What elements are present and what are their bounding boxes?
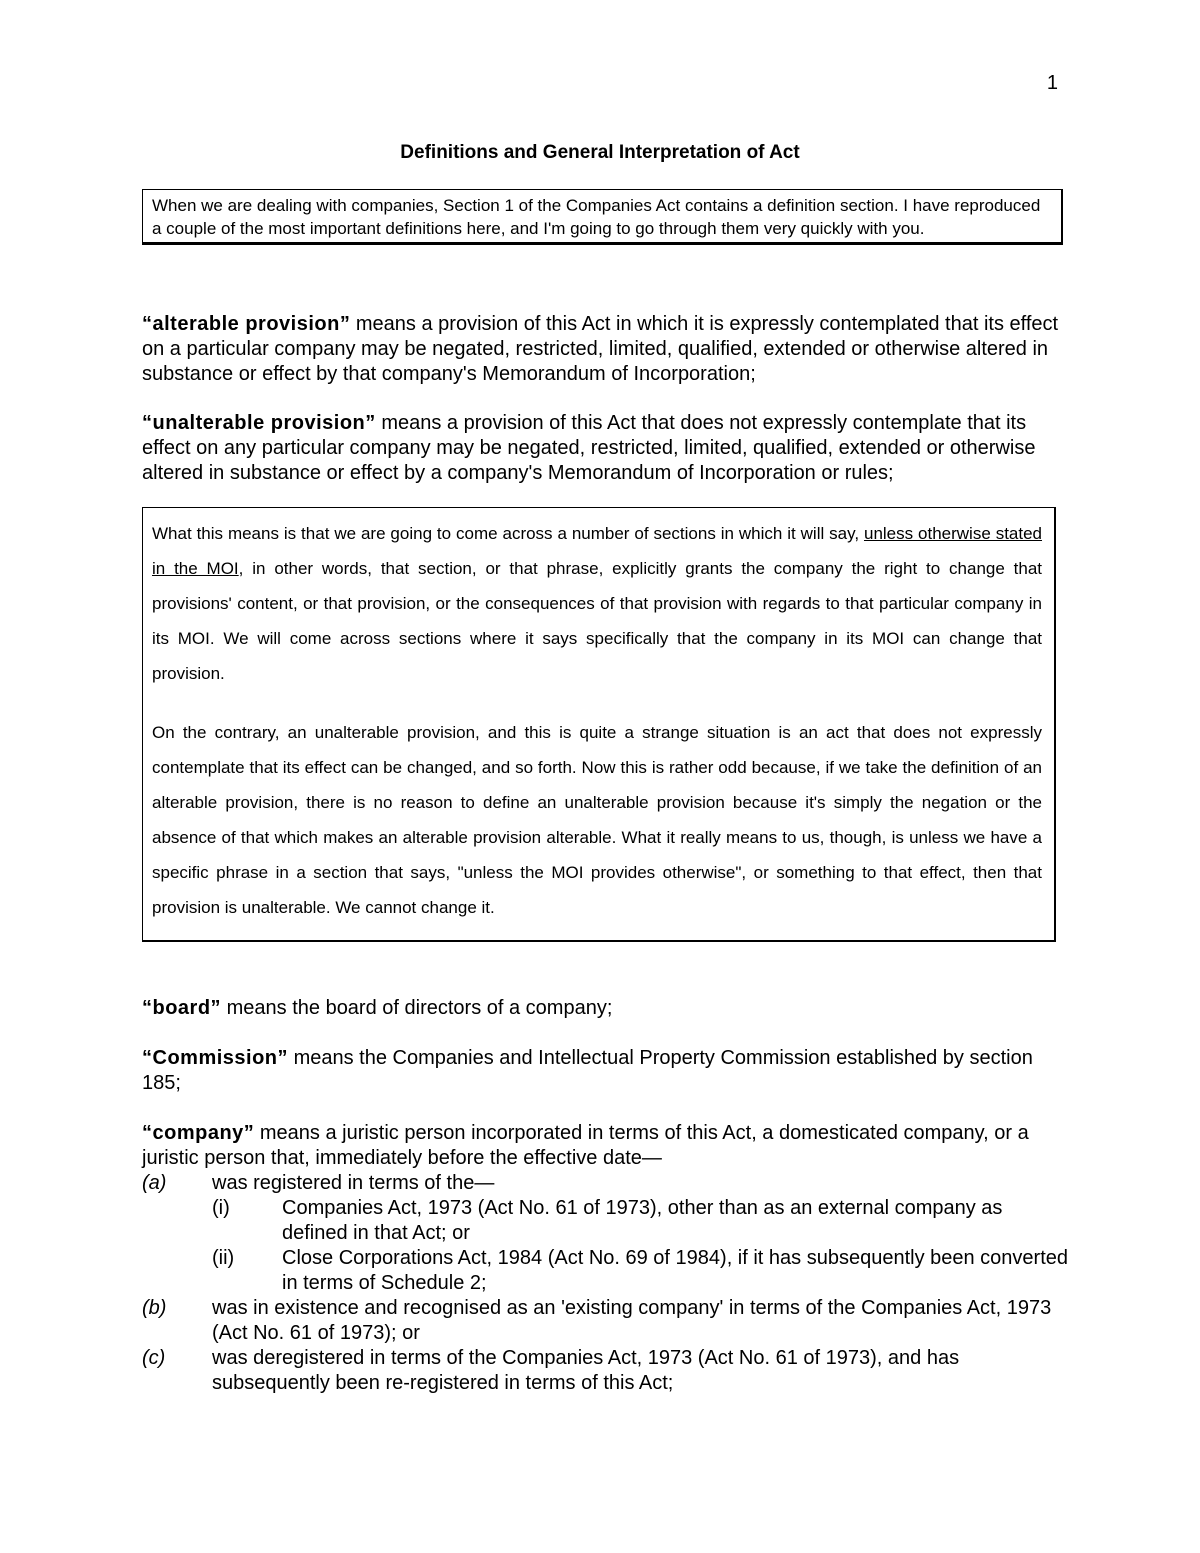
intro-text: When we are dealing with companies, Section 1 of the Companies Act contains a definition section. I have reproduced a couple of the most important definitions here, and I'm going to go through them very quickly with you.	[152, 196, 1041, 238]
definition-commission	[142, 1046, 1042, 1096]
page-number: 1	[1046, 72, 1058, 94]
definition-body: means the Companies and Intellectual Property Commission established by section 185;	[142, 1047, 1033, 1094]
intro-box	[142, 189, 1063, 245]
list-label: (i)	[212, 1197, 230, 1219]
explanation-text: , in other words, that section, or that phrase, explicitly grants the company the right to change that provisions' content, or that provision, or the consequences of that provision with regards to that particular company in its MOI. We will come across sections where it says specifically that the company in its MOI can change that provision.	[152, 559, 1043, 683]
list-item-c	[142, 1346, 1072, 1396]
list-text: Companies Act, 1973 (Act No. 61 of 1973), other than as an external company as defined in that Act; or	[282, 1197, 1003, 1244]
explanation-box	[142, 507, 1056, 942]
explanation-text: What this means is that we are going to come across a number of sections in which it will say,	[152, 524, 864, 543]
list-text: Close Corporations Act, 1984 (Act No. 69 of 1984), if it has subsequently been converted in terms of Schedule 2;	[282, 1247, 1069, 1294]
document-title: Definitions and General Interpretation of Act	[400, 142, 800, 163]
list-text: was in existence and recognised as an 'existing company' in terms of the Companies Act, 1973 (Act No. 61 of 1973); or	[212, 1297, 1052, 1344]
list-item-a	[142, 1171, 1072, 1196]
definition-term: “company”	[142, 1122, 255, 1144]
definition-alterable-provision	[142, 312, 1067, 387]
definition-body: means a provision of this Act in which it is expressly contemplated that its effect on a particular company may be negated, restricted, limited, qualified, extended or otherwise altered in substance or effect by that company's Memorandum of Incorporation;	[142, 313, 1059, 385]
list-item-b	[142, 1296, 1072, 1346]
definition-body: means a provision of this Act that does not expressly contemplate that its effect on any particular company may be negated, restricted, limited, qualified, extended or otherwise altered in substance or effect by a company's Memorandum of Incorporation or rules;	[142, 412, 1036, 484]
underlined-phrase: unless otherwise stated in the MOI	[152, 524, 1043, 578]
list-text: was deregistered in terms of the Companies Act, 1973 (Act No. 61 of 1973), and has subsequently been re-registered in terms of this Act;	[212, 1347, 960, 1394]
list-item-ii	[142, 1246, 1072, 1296]
definition-body: means the board of directors of a company;	[221, 997, 613, 1019]
definition-board	[142, 996, 1067, 1021]
list-item-i	[142, 1196, 1072, 1246]
explanation-paragraph-1	[152, 516, 1042, 691]
definition-body: means a juristic person incorporated in terms of this Act, a domesticated company, or a juristic person that, immediately before the effective date—	[142, 1122, 1029, 1169]
definition-unalterable-provision	[142, 411, 1067, 486]
list-label: (a)	[142, 1172, 167, 1194]
list-label: (c)	[142, 1347, 166, 1369]
explanation-paragraph-2: On the contrary, an unalterable provision, and this is quite a strange situation is an act that does not expressly contemplate that its effect can be changed, and so forth. Now this is rather odd because, if we take the definition of an alterable provision, there is no reason to define an unalterable provision because it's simply the negation or the absence of that which makes an alterable provision alterable. What it really means to us, though, is unless we have a specific phrase in a section that says, "unless the MOI provides otherwise", or something to that effect, then that provision is unalterable. We cannot change it.	[152, 723, 1042, 917]
definition-term: “alterable provision”	[142, 313, 351, 335]
list-label: (b)	[142, 1297, 167, 1319]
list-text: was registered in terms of the—	[212, 1172, 495, 1194]
definition-term: “unalterable provision”	[142, 412, 376, 434]
definition-company	[142, 1121, 1072, 1396]
definition-term: “board”	[142, 997, 222, 1019]
definition-term: “Commission”	[142, 1047, 289, 1069]
list-label: (ii)	[212, 1247, 235, 1269]
